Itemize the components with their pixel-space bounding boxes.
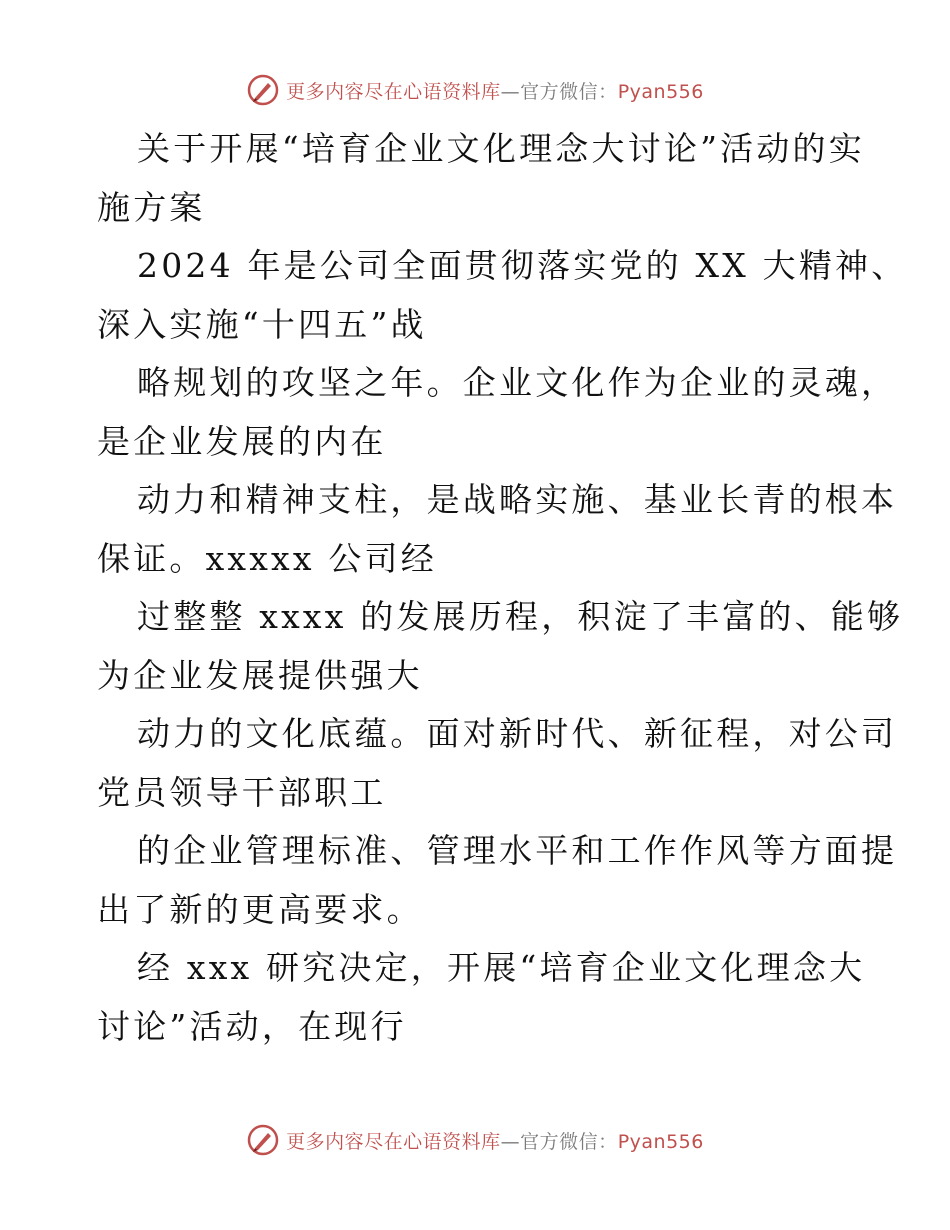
document-line: 党员领导干部职工 xyxy=(97,772,387,812)
document-line: 动力的文化底蕴。面对新时代、新征程，对公司 xyxy=(137,714,898,753)
watermark-label: 官方微信： xyxy=(520,80,618,103)
watermark-id: Pyan556 xyxy=(617,1130,704,1153)
document-line: 是企业发展的内在 xyxy=(97,421,387,461)
document-line: 关于开展“培育企业文化理念大讨论”活动的实 xyxy=(137,129,865,168)
document-line: 出了新的更高要求。 xyxy=(97,889,423,929)
watermark-text xyxy=(286,77,704,104)
document-line: 为企业发展提供强大 xyxy=(97,655,423,695)
document-line: 略规划的攻坚之年。企业文化作为企业的灵魂， xyxy=(137,363,898,402)
document-line: 的企业管理标准、管理水平和工作作风等方面提 xyxy=(137,831,898,870)
pen-logo-icon xyxy=(246,73,280,107)
watermark-id: Pyan556 xyxy=(617,80,704,103)
document-line: 施方案 xyxy=(97,187,206,227)
document-line: 讨论”活动，在现行 xyxy=(97,1006,407,1046)
watermark-separator: — xyxy=(500,1130,521,1153)
document-body xyxy=(97,120,908,1056)
header-watermark xyxy=(0,70,950,110)
document-line: 经 xxx 研究决定，开展“培育企业文化理念大 xyxy=(137,948,866,987)
watermark-brand: 更多内容尽在心语资料库 xyxy=(286,1130,501,1153)
document-line: 动力和精神支柱，是战略实施、基业长青的根本 xyxy=(137,480,898,519)
watermark-separator: — xyxy=(500,80,521,103)
watermark-text xyxy=(286,1127,704,1154)
footer-watermark xyxy=(0,1120,950,1160)
pen-logo-icon xyxy=(246,1123,280,1157)
document-line: 深入实施“十四五”战 xyxy=(97,304,427,344)
document-line: 保证。xxxxx 公司经 xyxy=(97,538,437,578)
document-line: 过整整 xxxx 的发展历程，积淀了丰富的、能够 xyxy=(137,597,904,636)
watermark-brand: 更多内容尽在心语资料库 xyxy=(286,80,501,103)
watermark-label: 官方微信： xyxy=(520,1130,618,1153)
document-line: 2024 年是公司全面贯彻落实党的 XX 大精神、 xyxy=(137,246,908,285)
